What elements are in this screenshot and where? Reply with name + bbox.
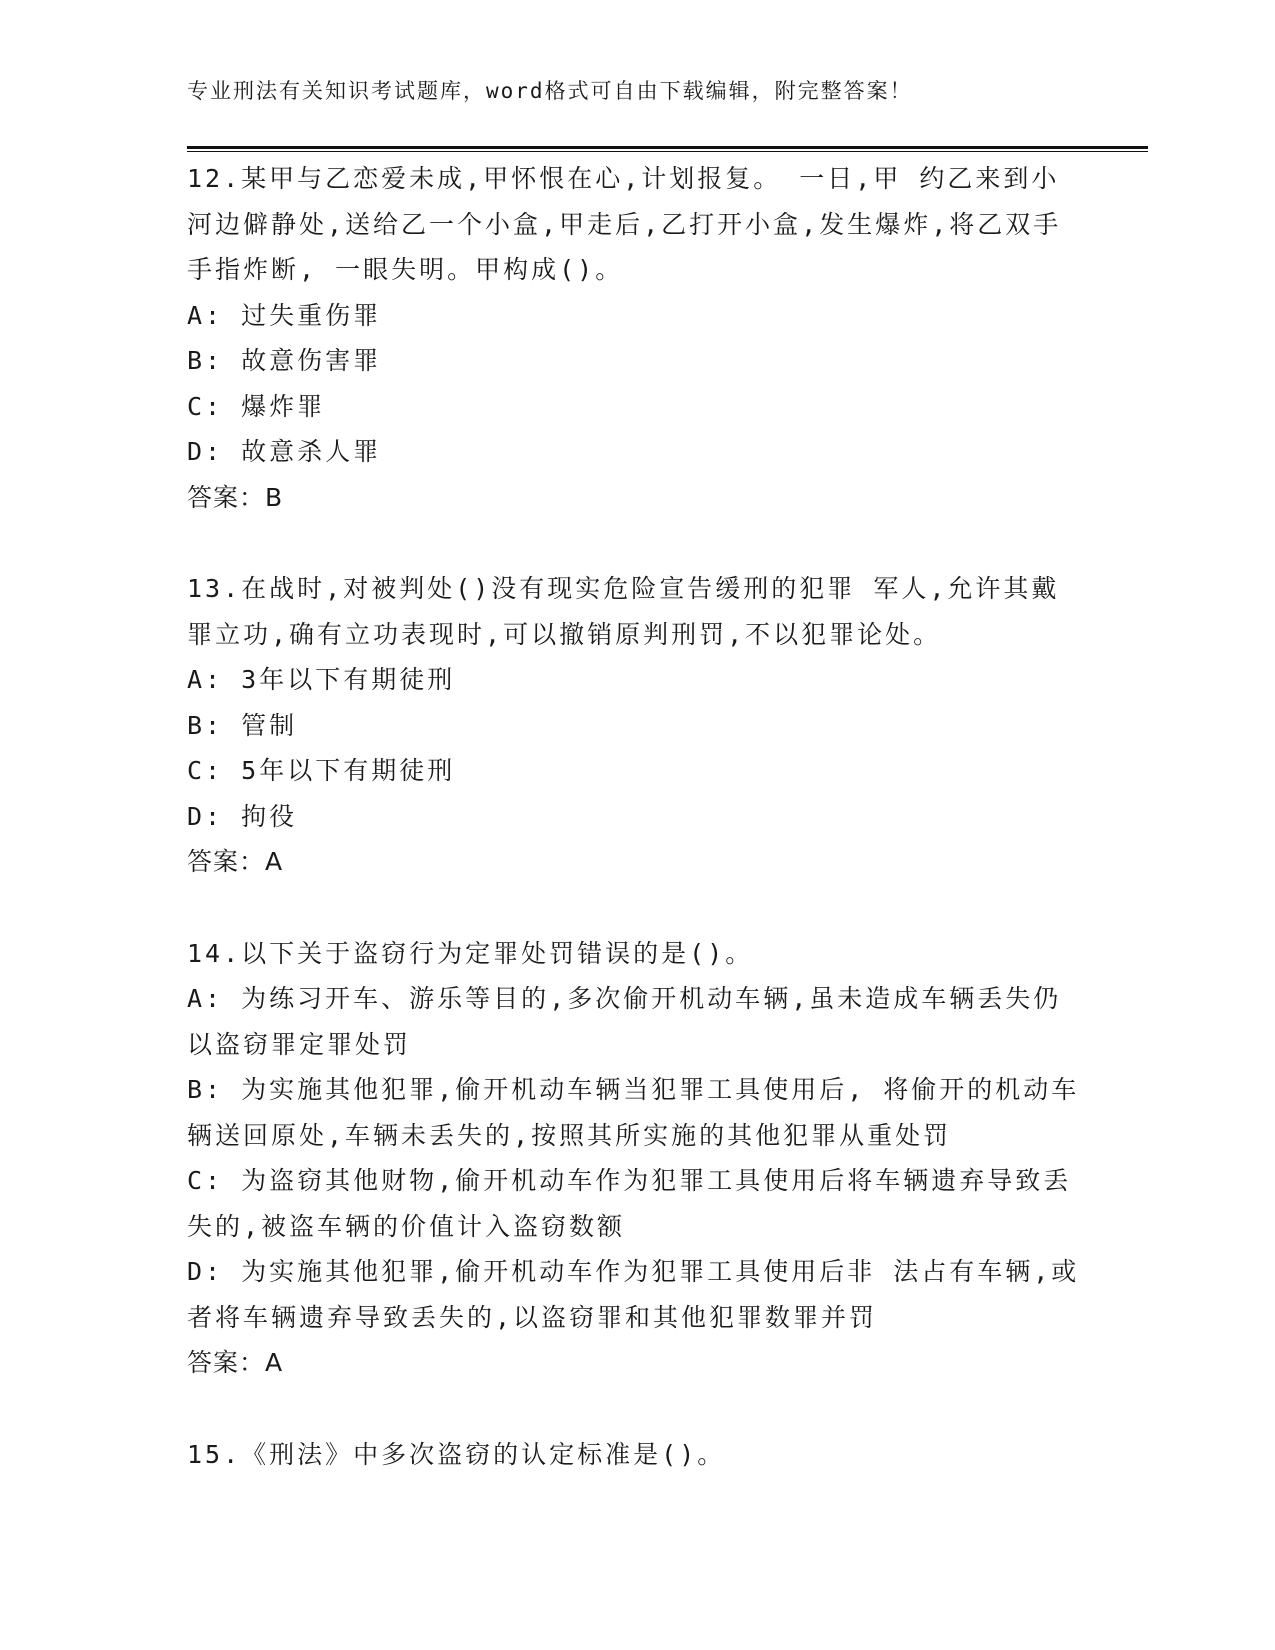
option-a: A: 3年以下有期徒刑 xyxy=(187,665,456,694)
answer-line: 答案：A xyxy=(187,847,284,876)
question-list xyxy=(187,156,1087,1523)
answer-line: 答案：B xyxy=(187,482,284,512)
option-a: A: 过失重伤罪 xyxy=(187,300,382,330)
question-13 xyxy=(187,566,1087,885)
option-b: B: 管制 xyxy=(187,710,298,740)
option-d: D: 为实施其他犯罪,偷开机动车作为犯罪工具使用后非 法占有车辆,或者将车辆遗弃导致丢失的,以盗窃罪和其他犯罪数罪并罚 xyxy=(187,1257,1080,1332)
question-stem: 14.以下关于盗窃行为定罪处罚错误的是()。 xyxy=(187,938,754,968)
question-stem: 13.在战时,对被判处()没有现实危险宣告缓刑的犯罪 军人,允许其戴罪立功,确有立功表现时,可以撤销原判刑罚,不以犯罪论处。 xyxy=(187,574,1060,649)
option-d: D: 故意杀人罪 xyxy=(187,437,382,466)
question-12 xyxy=(187,156,1087,520)
question-14 xyxy=(187,931,1087,1386)
option-c: C: 为盗窃其他财物,偷开机动车作为犯罪工具使用后将车辆遗弃导致丢失的,被盗车辆的价值计入盗窃数额 xyxy=(187,1166,1072,1241)
question-stem: 12.某甲与乙恋爱未成,甲怀恨在心,计划报复。 一日,甲 约乙来到小河边僻静处,送给乙一个小盒,甲走后,乙打开小盒,发生爆炸,将乙双手手指炸断, 一眼失明。甲构成()。 xyxy=(187,164,1062,284)
question-stem: 15.《刑法》中多次盗窃的认定标准是()。 xyxy=(187,1439,726,1469)
question-15 xyxy=(187,1432,1087,1478)
option-d: D: 拘役 xyxy=(187,801,298,831)
header-divider xyxy=(187,146,1148,152)
option-c: C: 爆炸罪 xyxy=(187,391,326,421)
option-b: B: 为实施其他犯罪,偷开机动车辆当犯罪工具使用后, 将偷开的机动车辆送回原处,车辆未丢失的,按照其所实施的其他犯罪从重处罚 xyxy=(187,1075,1080,1150)
option-c: C: 5年以下有期徒刑 xyxy=(187,756,456,785)
option-a: A: 为练习开车、游乐等目的,多次偷开机动车辆,虽未造成车辆丢失仍以盗窃罪定罪处罚 xyxy=(187,984,1062,1059)
option-b: B: 故意伤害罪 xyxy=(187,346,382,375)
page-header: 专业刑法有关知识考试题库，word格式可自由下载编辑，附完整答案！ xyxy=(187,79,913,103)
answer-line: 答案：A xyxy=(187,1348,284,1377)
